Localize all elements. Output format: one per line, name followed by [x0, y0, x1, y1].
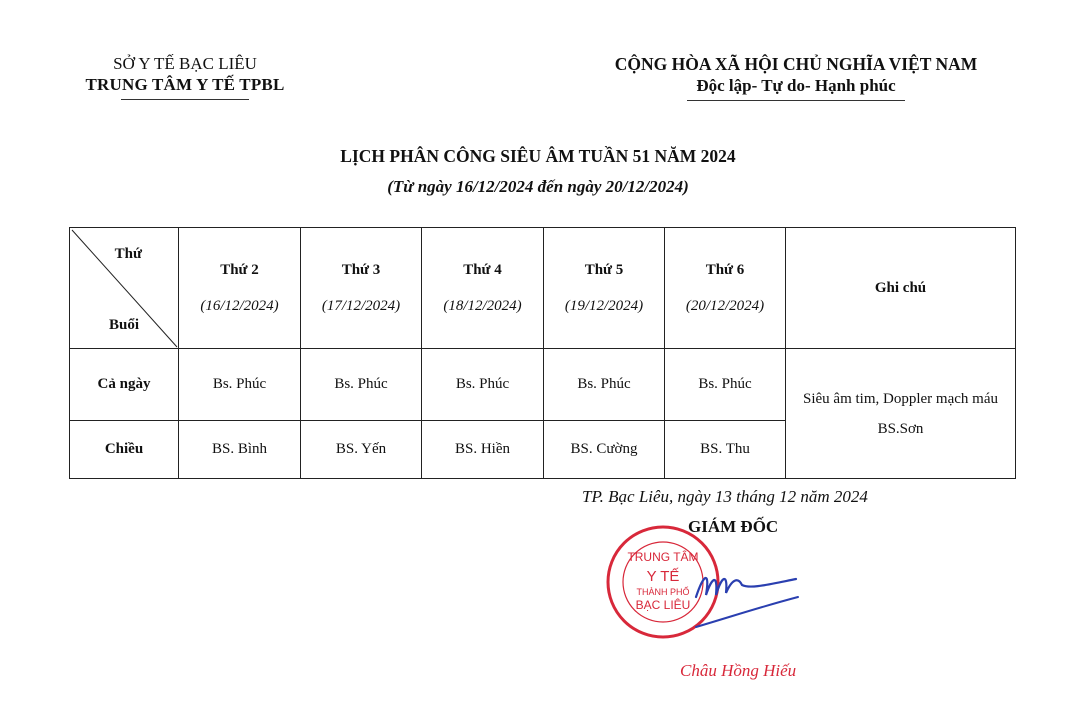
national-motto-block	[580, 54, 1012, 101]
issuer-block	[60, 54, 310, 100]
day-header	[301, 228, 422, 349]
day-header	[544, 228, 665, 349]
day-date: (19/12/2024)	[564, 297, 644, 314]
doctor-cell: Bs. Phúc	[301, 349, 422, 421]
document-subtitle: (Từ ngày 16/12/2024 đến ngày 20/12/2024)	[387, 177, 689, 196]
corner-session-label: Buổi	[109, 317, 140, 333]
stamp-text: TRUNG TÂM	[627, 550, 699, 564]
signer-name: Châu Hồng Hiếu	[680, 661, 797, 680]
day-date: (17/12/2024)	[321, 297, 401, 314]
note-line: Siêu âm tim, Doppler mạch máu	[803, 390, 998, 407]
day-name: Thứ 5	[584, 261, 624, 278]
doctor-cell: Bs. Phúc	[544, 349, 665, 421]
signer-name-handwritten	[678, 652, 838, 692]
doctor-cell: BS. Cường	[544, 421, 665, 479]
day-date: (18/12/2024)	[443, 297, 522, 314]
doctor-cell: Bs. Phúc	[665, 349, 786, 421]
document-title: LỊCH PHÂN CÔNG SIÊU ÂM TUẦN 51 NĂM 2024	[340, 146, 736, 166]
place-date: TP. Bạc Liêu, ngày 13 tháng 12 năm 2024	[582, 487, 868, 506]
day-name: Thứ 4	[463, 261, 502, 278]
table-header-row	[70, 228, 1016, 349]
motto: Độc lập- Tự do- Hạnh phúc	[696, 76, 896, 95]
doctor-cell: BS. Hiền	[422, 421, 544, 479]
doctor-cell: BS. Yến	[301, 421, 422, 479]
country-name: CỘNG HÒA XÃ HỘI CHỦ NGHĨA VIỆT NAM	[614, 54, 978, 74]
day-date: (16/12/2024)	[200, 297, 279, 314]
issuer-underline	[121, 99, 249, 100]
schedule-table	[69, 227, 1016, 479]
stamp-text: THÀNH PHỐ	[636, 587, 690, 597]
session-label: Cả ngày	[70, 349, 179, 421]
note-doctor: BS.Sơn	[877, 420, 924, 437]
center-name: TRUNG TÂM Y TẾ TPBL	[85, 75, 285, 94]
stamp-text: Y TẾ	[646, 568, 680, 585]
signature-scribble	[696, 578, 798, 627]
stamp-text: BẠC LIÊU	[635, 598, 691, 612]
note-header: Ghi chú	[786, 228, 1016, 349]
day-name: Thứ 6	[705, 261, 745, 278]
doctor-cell: Bs. Phúc	[422, 349, 544, 421]
session-label: Chiều	[70, 421, 179, 479]
day-name: Thứ 3	[341, 261, 381, 278]
day-name: Thứ 2	[220, 261, 259, 278]
day-header	[422, 228, 544, 349]
doctor-cell: BS. Bình	[179, 421, 301, 479]
doctor-cell: Bs. Phúc	[179, 349, 301, 421]
corner-cell	[70, 228, 179, 349]
note-cell	[786, 349, 1016, 479]
motto-underline	[687, 100, 905, 101]
signer-title: GIÁM ĐỐC	[688, 517, 779, 536]
day-header	[179, 228, 301, 349]
day-date: (20/12/2024)	[685, 297, 765, 314]
day-header	[665, 228, 786, 349]
corner-day-label: Thứ	[114, 246, 142, 262]
official-stamp	[600, 515, 800, 645]
table-row	[70, 349, 1016, 421]
department-name: SỞ Y TẾ BẠC LIÊU	[113, 54, 257, 73]
doctor-cell: BS. Thu	[665, 421, 786, 479]
